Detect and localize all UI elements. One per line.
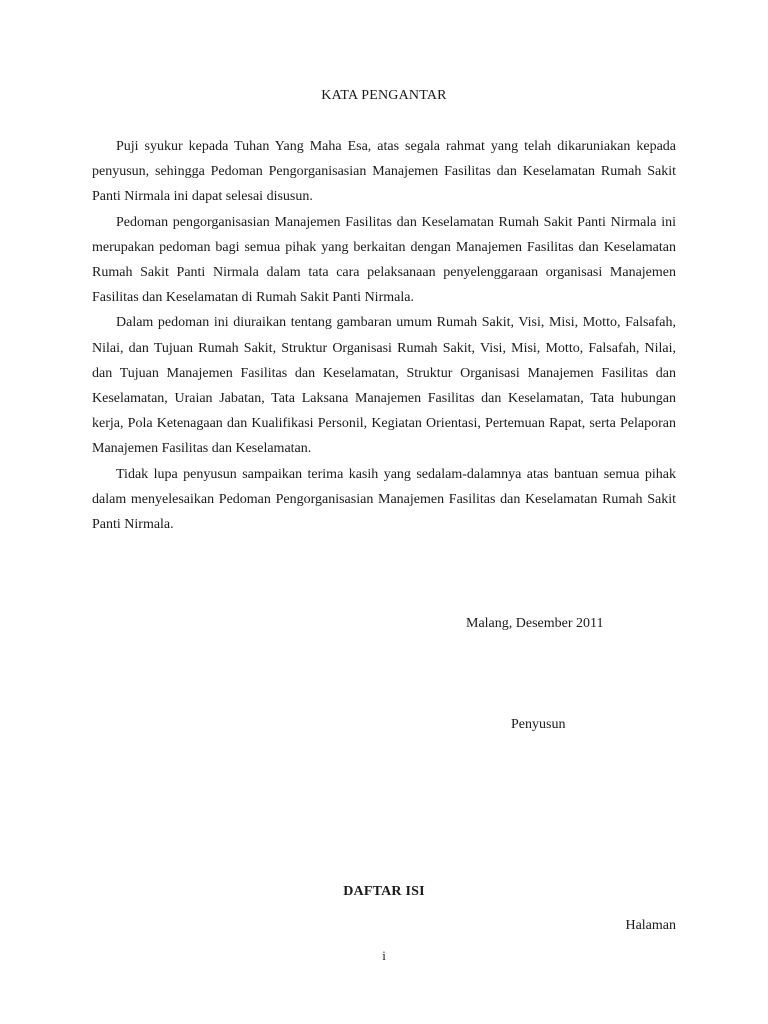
foreword-title: KATA PENGANTAR: [321, 88, 447, 103]
paragraph: Pedoman pengorganisasian Manajemen Fasilitas dan Keselamatan Rumah Sakit Panti Nirmala ini merupakan pedoman bagi semua pihak yang berkaitan dengan Manajemen Fasilitas dan Keselamatan Rumah Sakit Panti Nirmala dalam tata cara pelaksanaan penyelenggaraan organisasi Manajemen Fasilitas dan Keselamatan di Rumah Sakit Panti Nirmala.: [92, 214, 676, 306]
paragraph: Dalam pedoman ini diuraikan tentang gambaran umum Rumah Sakit, Visi, Misi, Motto, Falsafah, Nilai, dan Tujuan Rumah Sakit, Struktur Organisasi Rumah Sakit, Visi, Misi, Motto, Falsafah, Nilai, dan Tujuan Manajemen Fasilitas dan Keselamatan, Struktur Organisasi Manajemen Fasilitas dan Keselamatan, Uraian Jabatan, Tata Laksana Manajemen Fasilitas dan Keselamatan, Tata hubungan kerja, Pola Ketenagaan dan Kualifikasi Personil, Kegiatan Orientasi, Pertemuan Rapat, serta Pelaporan Manajemen Fasilitas dan Keselamatan.: [92, 315, 676, 457]
place-date: Malang, Desember 2011: [466, 616, 604, 631]
page-number: i: [382, 948, 386, 963]
paragraph: Puji syukur kepada Tuhan Yang Maha Esa, atas segala rahmat yang telah dikaruniakan kepada penyusun, sehingga Pedoman Pengorganisasian Manajemen Fasilitas dan Keselamatan Rumah Sakit Panti Nirmala ini dapat selesai disusun.: [92, 139, 676, 205]
paragraph: Tidak lupa penyusun sampaikan terima kasih yang sedalam-dalamnya atas bantuan semua pihak dalam menyelesaikan Pedoman Pengorganisasian Manajemen Fasilitas dan Keselamatan Rumah Sakit Panti Nirmala.: [92, 466, 676, 533]
toc-title: DAFTAR ISI: [343, 884, 425, 899]
author-signature-label: Penyusun: [511, 717, 566, 732]
foreword-body: [92, 134, 676, 537]
toc-page-header: Halaman: [625, 918, 676, 933]
